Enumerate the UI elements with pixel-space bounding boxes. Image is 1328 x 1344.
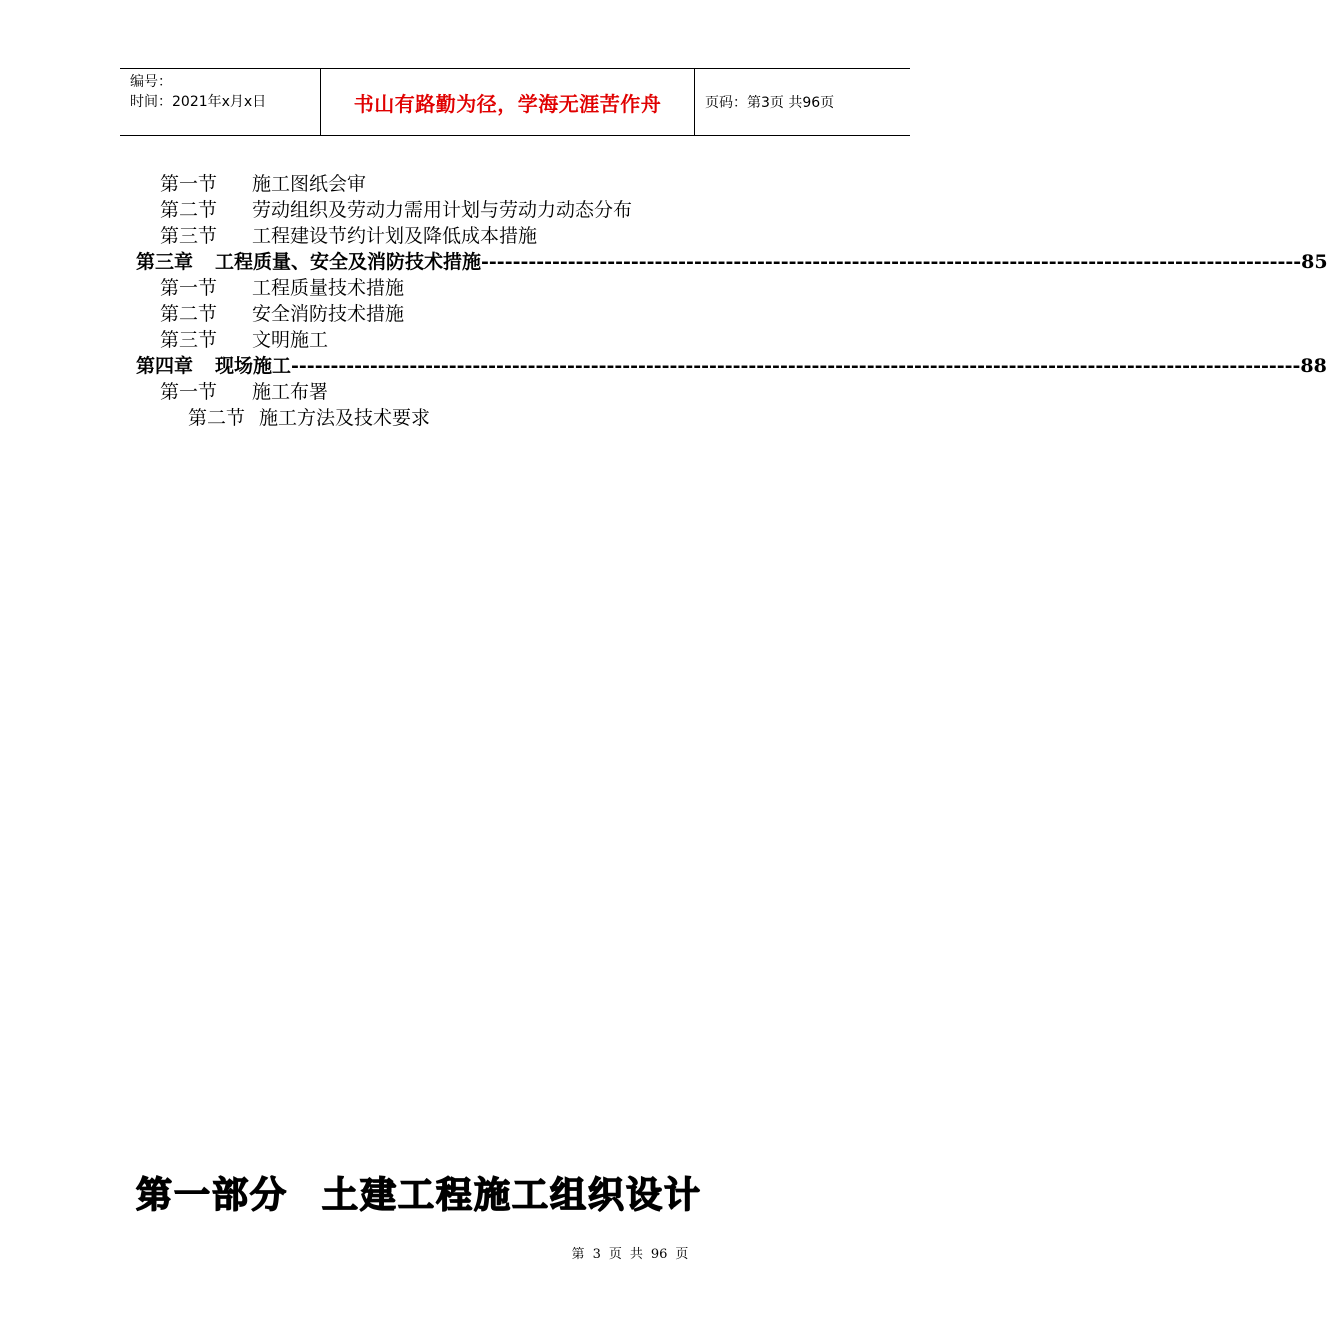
page-header (120, 68, 910, 136)
toc-dot-leader: -------------------------------------------------------------------------------------------------------- (481, 251, 1302, 273)
toc-chapter-title: 现场施工 (215, 355, 292, 377)
toc-chapter-page: 85 (1301, 251, 1328, 273)
header-motto: 书山有路勤为径，学海无涯苦作舟 (353, 91, 662, 116)
toc-chapter-4 (136, 353, 1327, 379)
toc-section-title: 工程建设节约计划及降低成本措施 (252, 225, 538, 247)
toc-chapter-number: 第三章 (136, 251, 194, 273)
footer-gong: 共 (629, 1247, 643, 1262)
footer-ye2: 页 (675, 1247, 689, 1262)
toc-section (160, 301, 404, 327)
toc-section (160, 223, 537, 249)
header-motto-cell (321, 69, 695, 135)
toc-section (160, 275, 404, 301)
part-label: 第一部分 (136, 1175, 289, 1216)
header-meta (120, 69, 321, 135)
toc-section-number: 第三节 (160, 225, 218, 247)
header-number-label: 编号： (130, 74, 172, 90)
toc-section-title: 施工图纸会审 (252, 173, 367, 195)
page-footer (0, 1245, 950, 1265)
footer-di: 第 (571, 1247, 585, 1262)
footer-page-number: 3 (592, 1247, 601, 1262)
toc-chapter-page: 88 (1300, 355, 1327, 377)
toc-section-number: 第二节 (160, 199, 218, 221)
footer-total-pages: 96 (650, 1247, 668, 1262)
toc-section-number: 第一节 (160, 173, 218, 195)
part-heading: 土建工程施工组织设计 (322, 1175, 703, 1216)
toc-dot-leader: -------------------------------------------------------------------------------------------------------------------------------- (291, 355, 1301, 377)
toc-section-title: 施工方法及技术要求 (259, 407, 431, 429)
toc-chapter-number: 第四章 (136, 355, 194, 377)
toc-section (160, 379, 328, 405)
toc-section-number: 第二节 (160, 303, 218, 325)
toc-section (160, 327, 328, 353)
toc-section-title: 施工布署 (252, 381, 329, 403)
toc-section (188, 405, 430, 431)
toc-chapter-3 (136, 249, 1328, 275)
toc-section-title: 工程质量技术措施 (252, 277, 405, 299)
toc-section-title: 文明施工 (252, 329, 329, 351)
footer-ye: 页 (608, 1247, 622, 1262)
toc-section-title: 安全消防技术措施 (252, 303, 405, 325)
header-time-label: 时间：2021年x月x日 (130, 94, 267, 110)
toc-section (160, 171, 366, 197)
part-title (136, 1170, 702, 1222)
toc-section-number: 第三节 (160, 329, 218, 351)
toc-section-number: 第一节 (160, 277, 218, 299)
toc-section-title: 劳动组织及劳动力需用计划与劳动力动态分布 (252, 199, 633, 221)
header-page-info-cell (695, 69, 910, 135)
header-page-info: 页码：第3页 共96页 (705, 95, 835, 111)
toc-section (160, 197, 632, 223)
toc-chapter-title: 工程质量、安全及消防技术措施 (215, 251, 482, 273)
toc-section-number: 第二节 (188, 407, 246, 429)
toc-section-number: 第一节 (160, 381, 218, 403)
